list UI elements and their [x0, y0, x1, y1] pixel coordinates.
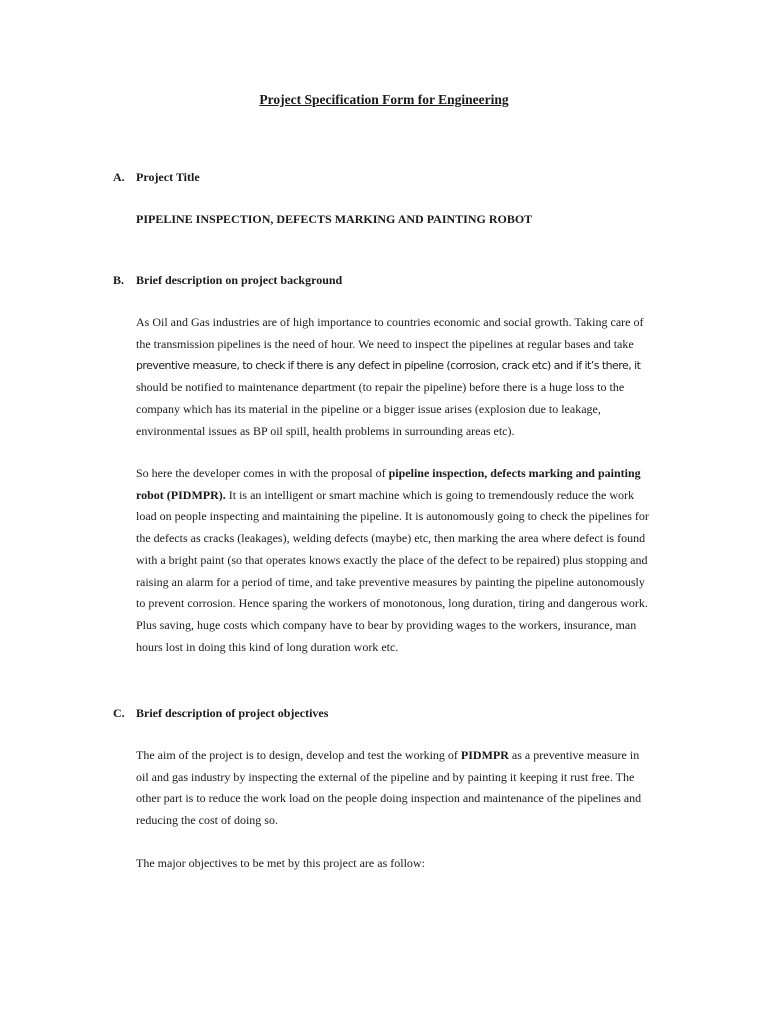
section-c-heading-text: Brief description of project objectives — [136, 706, 329, 720]
paragraph-line: raising an alarm for a period of time, and take preventive measures by painting the pipeline autonomously — [136, 574, 645, 589]
paragraph-line: the defects as cracks (leakages), welding defects (maybe) etc, then marking the area where defect is found — [136, 531, 646, 546]
paragraph-line: preventive measure, to check if there is any defect in pipeline (corrosion, crack etc) and if it’s there, it — [136, 359, 641, 373]
paragraph-bold-text: pipeline inspection, defects marking and painting — [388, 466, 641, 480]
paragraph-text: The aim of the project is to design, develop and test the working of — [136, 748, 461, 762]
paragraph-line: oil and gas industry by inspecting the external of the pipeline and by painting it keeping it rust free. The — [136, 769, 635, 784]
background-paragraph-1 — [136, 312, 676, 442]
paragraph-line: As Oil and Gas industries are of high importance to countries economic and social growth. Taking care of — [136, 315, 644, 329]
section-b-letter: B. — [113, 273, 125, 287]
section-b-heading — [113, 272, 342, 288]
section-c-letter: C. — [113, 706, 125, 720]
paragraph-line — [136, 745, 676, 767]
paragraph-line: other part is to reduce the work load on the people doing inspection and maintenance of the pipelines and — [136, 791, 642, 806]
paragraph-line: hours lost in doing this kind of long duration work etc. — [136, 639, 399, 654]
paragraph-line: to prevent corrosion. Hence sparing the workers of monotonous, long duration, tiring and dangerous work. — [136, 596, 648, 611]
document-title: Project Specification Form for Engineering — [259, 92, 509, 107]
paragraph-text: It is an intelligent or smart machine which is going to tremendously reduce the work — [225, 487, 634, 502]
background-paragraph-2 — [136, 463, 676, 658]
section-a-letter: A. — [113, 170, 125, 184]
paragraph-line: with a bright paint (so that operates knows exactly the place of the defect to be repaired) plus stopping and — [136, 552, 648, 567]
paragraph-line: environmental issues as BP oil spill, health problems in surrounding areas etc). — [136, 423, 515, 438]
project-title-text: PIPELINE INSPECTION, DEFECTS MARKING AND PAINTING ROBOT — [136, 212, 533, 226]
paragraph-text: as a preventive measure in — [508, 748, 640, 762]
paragraph-line — [136, 485, 676, 507]
objectives-paragraph-1 — [136, 745, 676, 832]
paragraph-line: the transmission pipelines is the need of hour. We need to inspect the pipelines at regular bases and take — [136, 336, 634, 351]
paragraph-line: reducing the cost of doing so. — [136, 813, 278, 828]
paragraph-line: The major objectives to be met by this project are as follow: — [136, 856, 425, 870]
paragraph-line: should be notified to maintenance department (to repair the pipeline) before there is a huge loss to the — [136, 380, 625, 395]
section-c-heading — [113, 705, 328, 721]
objectives-paragraph-2 — [136, 853, 676, 875]
paragraph-line: company which has its material in the pipeline or a bigger issue arises (explosion due to leakage, — [136, 401, 601, 416]
section-a-heading — [113, 169, 200, 185]
paragraph-line: Plus saving, huge costs which company have to bear by providing wages to the workers, insurance, man — [136, 617, 637, 632]
paragraph-line — [136, 463, 676, 485]
paragraph-bold-text: PIDMPR — [460, 748, 509, 762]
paragraph-bold-text: robot (PIDMPR). — [136, 487, 226, 502]
paragraph-text: So here the developer comes in with the proposal of — [136, 466, 389, 480]
paragraph-line: load on people inspecting and maintaining the pipeline. It is autonomously going to check the pipelines for — [136, 509, 649, 524]
section-b-heading-text: Brief description on project background — [136, 273, 343, 287]
section-a-heading-text: Project Title — [136, 170, 200, 184]
